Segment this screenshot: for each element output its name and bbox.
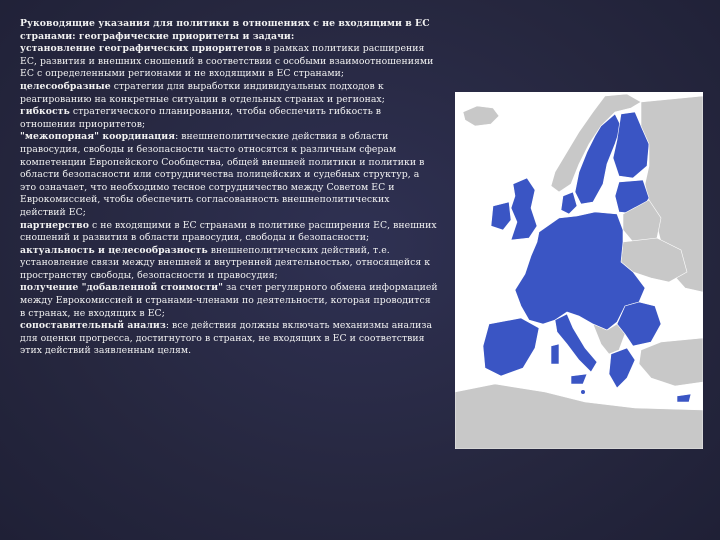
paragraph-comparative-analysis	[20, 320, 438, 358]
paragraph-relevance	[20, 245, 438, 283]
term-text: стратегического планирования, чтобы обеспечить гибкость в отношении приоритетов;	[20, 106, 382, 130]
paragraph-added-value	[20, 282, 438, 320]
paragraph-heading	[20, 18, 438, 43]
eu-map-svg	[455, 92, 703, 449]
term-text: с не входящими в ЕС странами в политике расширения ЕС, внешних сношений и развития в области правосудия, свободы и безопасности;	[20, 219, 437, 244]
map-malta	[581, 390, 585, 394]
text-block	[20, 18, 438, 358]
map-sardinia	[551, 344, 559, 364]
term-bold: получение "добавленной стоимости"	[20, 282, 224, 294]
paragraph-strategies	[20, 81, 438, 106]
heading-text: Руководящие указания для политики в отношениях с не входящими в ЕС странами: географические приоритеты и задачи:	[20, 18, 430, 42]
term-bold: гибкость	[20, 106, 70, 118]
paragraph-flexibility	[20, 106, 438, 131]
term-text: внешнеполитических действий, т.е. установление связи между внешней и внутренней деятельностью, относящейся к пространству свободы, безопасности и правосудия;	[20, 244, 431, 281]
term-text: в рамках политики расширения ЕС, развития и внешних сношений в соответствии с особыми взаимоотношениями ЕС с определенными регионами и не входящими в ЕС странами;	[20, 43, 434, 80]
term-bold: установление географических приоритетов	[20, 43, 263, 55]
term-bold: партнерство	[20, 219, 89, 231]
term-text: за счет регулярного обмена информацией между Еврокомиссией и странами-членами по деятельности, которая проводится в странах, не входящих в ЕС;	[20, 282, 438, 319]
term-bold: целесообразные	[20, 80, 111, 92]
eu-map-image	[455, 92, 703, 449]
term-bold: сопоставительный анализ	[20, 320, 166, 332]
term-bold: "межопорная" координация	[20, 131, 176, 143]
paragraph-geographic-priorities	[20, 43, 438, 81]
term-text: : все действия должны включать механизмы анализа для оценки прогресса, достигнутого в странах, не входящих в ЕС и соответствия этих действий заявленным целям.	[20, 320, 433, 357]
paragraph-partnership	[20, 220, 438, 245]
term-text: стратегии для выработки индивидуальных подходов к реагированию на конкретные ситуации в отдельных странах и регионах;	[20, 80, 385, 105]
term-bold: актуальность и целесообразность	[20, 244, 208, 256]
paragraph-coordination	[20, 131, 438, 219]
term-text: : внешнеполитические действия в области правосудия, свободы и безопасности часто относятся к различным сферам компетенции Европейского Сообщества, общей внешней политики и политики в области безопасности или сотрудничества полицейских и судебных структур, а это означает, что необходимо тесное сотрудничество между Советом ЕС и Еврокомиссией, чтобы обеспечить согласованность внешнеполитических действий ЕС;	[20, 131, 425, 218]
